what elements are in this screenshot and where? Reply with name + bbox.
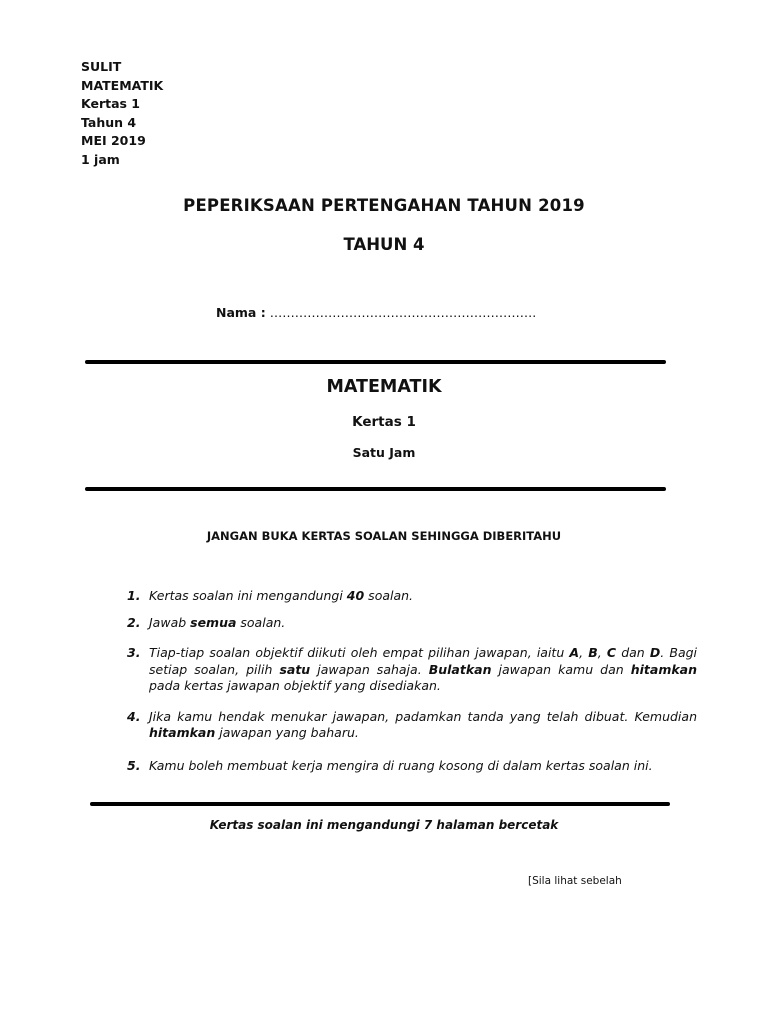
instruction-text: . Bagi setiap soalan, pilih [149, 645, 698, 677]
instruction-text: Jawab [149, 614, 191, 630]
header-line-duration: 1 jam [81, 151, 120, 167]
header-line-year: Tahun 4 [81, 114, 137, 130]
instruction-emphasis: B [588, 645, 598, 660]
divider-middle [85, 487, 666, 491]
instruction-text: jawapan kamu dan [491, 661, 631, 677]
exam-title: PEPERIKSAAN PERTENGAHAN TAHUN 2019 [183, 196, 585, 215]
instruction-item [127, 588, 697, 605]
page-count-note: Kertas soalan ini mengandungi 7 halaman bercetak [209, 818, 559, 832]
name-field-dots: ………………………………………………………. [269, 305, 537, 320]
year-title: TAHUN 4 [343, 235, 425, 254]
instruction-number: 2. [127, 614, 141, 630]
instruction-text: soalan. [364, 588, 414, 603]
instruction-emphasis: semua [190, 614, 237, 630]
subject-title: MATEMATIK [326, 377, 442, 397]
instruction-emphasis: satu [279, 661, 311, 677]
instruction-number: 1. [127, 588, 141, 603]
instruction-emphasis: A [569, 645, 580, 660]
instruction-number: 4. [127, 708, 141, 724]
name-field-label: Nama : [216, 305, 266, 320]
instruction-number: 5. [127, 757, 141, 773]
divider-top [85, 360, 666, 364]
instruction-text: soalan. [236, 614, 286, 630]
instruction-emphasis: Bulatkan [428, 661, 492, 677]
instruction-text: Kertas soalan ini mengandungi [149, 588, 347, 603]
instruction-text: Jika kamu hendak menukar jawapan, padamkan tanda yang telah dibuat. Kemudian [149, 708, 697, 724]
divider-bottom [90, 802, 670, 806]
instruction-text: dan [616, 645, 650, 660]
instruction-emphasis: hitamkan [149, 725, 216, 740]
next-page-note: [Sila lihat sebelah [528, 875, 622, 887]
instruction-item [127, 615, 697, 632]
instructions-list [127, 588, 697, 788]
instruction-text: Kamu boleh membuat kerja mengira di ruang kosong di dalam kertas soalan ini. [149, 757, 653, 773]
instruction-emphasis: hitamkan [630, 661, 697, 677]
name-field[interactable] [216, 305, 536, 320]
duration-title: Satu Jam [352, 445, 416, 460]
instruction-emphasis: C [606, 645, 617, 660]
instruction-item [127, 645, 697, 695]
instruction-item [127, 709, 697, 742]
paper-title: Kertas 1 [352, 414, 416, 430]
instruction-text: jawapan sahaja. [310, 661, 429, 677]
header-line-confidential: SULIT [81, 59, 122, 74]
document-header [81, 58, 163, 169]
instruction-text: , [597, 645, 607, 660]
header-line-date: MEI 2019 [81, 133, 146, 148]
instruction-text: pada kertas jawapan objektif yang disediakan. [149, 678, 441, 693]
warning-notice: JANGAN BUKA KERTAS SOALAN SEHINGGA DIBERITAHU [206, 529, 562, 543]
instruction-item [127, 758, 697, 775]
header-line-subject: MATEMATIK [81, 77, 164, 93]
instruction-emphasis: D [649, 645, 661, 660]
instruction-emphasis: 40 [346, 588, 365, 603]
header-line-paper: Kertas 1 [81, 96, 141, 111]
instruction-text: jawapan yang baharu. [215, 725, 359, 740]
instruction-text: , [579, 645, 589, 660]
instruction-number: 3. [127, 645, 141, 660]
instruction-text: Tiap-tiap soalan objektif diikuti oleh empat pilihan jawapan, iaitu [149, 645, 570, 660]
